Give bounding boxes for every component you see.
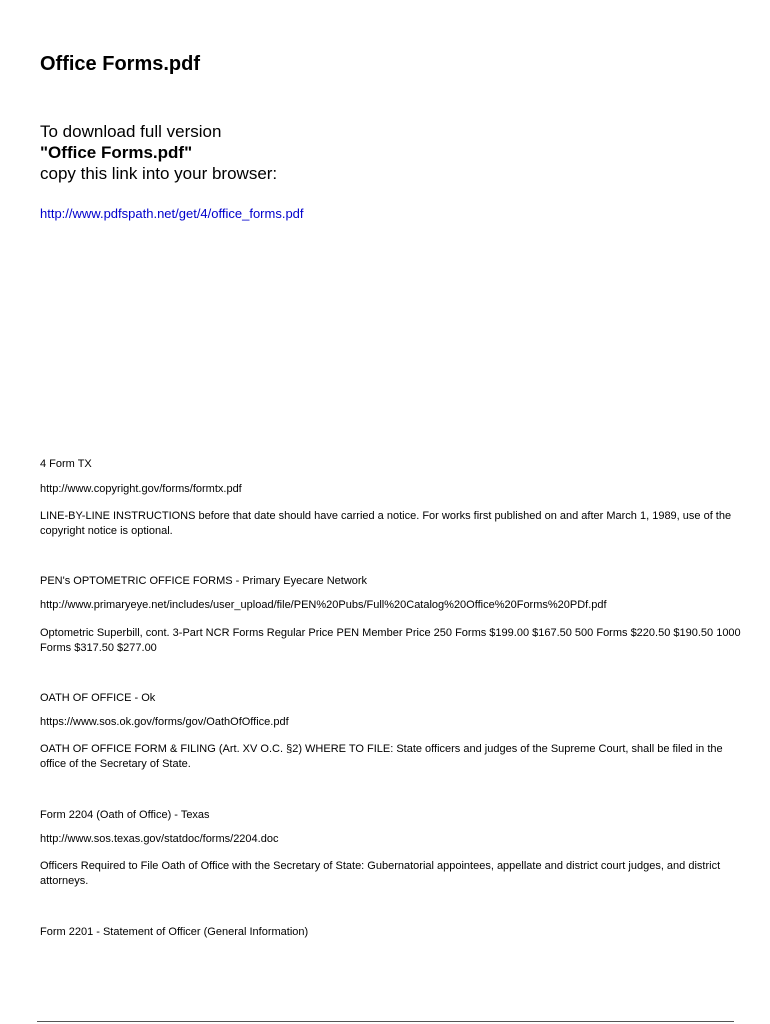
document-title: Office Forms.pdf: [40, 53, 201, 75]
entry-description: OATH OF OFFICE FORM & FILING (Art. XV O.C. §2) WHERE TO FILE: State officers and judges of the Supreme Court, shall be filed in the office of the Secretary of State.: [40, 743, 723, 770]
download-instructions: [40, 121, 277, 184]
entry-url: http://www.copyright.gov/forms/formtx.pdf: [40, 483, 242, 495]
entry-url: http://www.primaryeye.net/includes/user_upload/file/PEN%20Pubs/Full%20Catalog%20Office%20Forms%20PDf.pdf: [40, 599, 607, 611]
download-link[interactable]: http://www.pdfspath.net/get/4/office_forms.pdf: [40, 206, 304, 221]
entry-heading: Form 2201 - Statement of Officer (General Information): [40, 926, 309, 938]
entry-heading: Form 2204 (Oath of Office) - Texas: [40, 809, 210, 821]
entry-url: http://www.sos.texas.gov/statdoc/forms/2204.doc: [40, 833, 279, 845]
download-file-name: "Office Forms.pdf": [40, 143, 193, 162]
entry-heading: OATH OF OFFICE - Ok: [40, 692, 156, 704]
download-line-1: To download full version: [40, 122, 222, 141]
entry-url: https://www.sos.ok.gov/forms/gov/OathOfOffice.pdf: [40, 716, 289, 728]
entry-description: LINE-BY-LINE INSTRUCTIONS before that date should have carried a notice. For works first published on and after March 1, 1989, use of the copyright notice is optional.: [40, 510, 732, 537]
entry-heading: PEN's OPTOMETRIC OFFICE FORMS - Primary Eyecare Network: [40, 575, 368, 587]
download-line-3: copy this link into your browser:: [40, 164, 278, 183]
entry-description: Officers Required to File Oath of Office with the Secretary of State: Gubernatorial appointees, appellate and district court judges, and district attorneys.: [40, 860, 721, 887]
footer-divider: [37, 1021, 734, 1022]
entry-description: Optometric Superbill, cont. 3-Part NCR Forms Regular Price PEN Member Price 250 Forms $199.00 $167.50 500 Forms $220.50 $190.50 1000 Forms $317.50 $277.00: [40, 627, 741, 654]
entry-heading: 4 Form TX: [40, 458, 92, 470]
